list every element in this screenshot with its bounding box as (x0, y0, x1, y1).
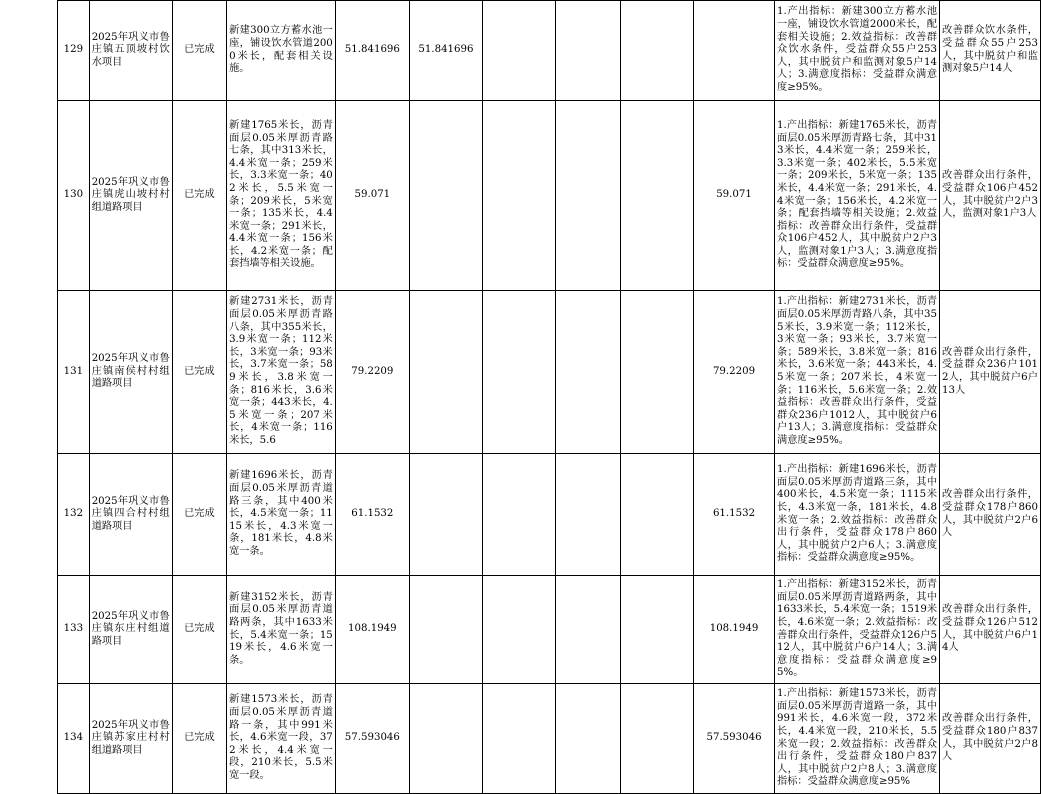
county-funds: 108.1949 (694, 576, 775, 684)
benefit-mechanism: 改善群众出行条件，受益群众106户452人，其中脱贫户2户3人，监测对象1户3人 (940, 101, 1041, 291)
performance-indicators: 1.产出指标：新建2731米长，沥青面层0.05米厚沥青路八条，其中355米长，3.9米宽一条；112米长，3米宽一条；93米长，3.7米宽一条；589米长，3.8米宽一条；816米长，3.6米宽一条；443米长，4.5米宽一条；207米长，4米宽一条；116米长，5.6米宽一条；2.效益指标：改善群众出行条件，受益群众236户1012人，其中脱贫户6户13人；3.满意度指标：受益群众满意度≥95%。 (775, 291, 940, 454)
total-funds: 59.071 (335, 101, 409, 291)
benefit-mechanism: 改善群众出行条件，受益群众236户1012人，其中脱贫户6户13人 (940, 291, 1041, 454)
project-status: 已完成 (172, 684, 226, 794)
project-name: 2025年巩义市鲁庄镇四合村村组道路项目 (89, 454, 172, 576)
construction-content: 新建1573米长，沥青面层0.05米厚沥青道路一条，其中991米长，4.6米宽一段，372米长，4.4米宽一段，210米长，5.5米宽一段。 (227, 684, 336, 794)
project-name: 2025年巩义市鲁庄镇苏家庄村村组道路项目 (89, 684, 172, 794)
table-row (58, 684, 1041, 794)
blank-cell (483, 101, 556, 291)
total-funds: 79.2209 (335, 291, 409, 454)
construction-content: 新建2731米长，沥青面层0.05米厚沥青路八条，其中355米长，3.9米宽一条；112米长，3米宽一条；93米长，3.7米宽一条；589米长，3.8米宽一条；816米长，3.6米宽一条；443米长，4.5米宽一条；207米长，4米宽一条；116米长，5.6 (227, 291, 336, 454)
construction-content: 新建300立方蓄水池一座，铺设饮水管道2000米长，配套相关设施。 (227, 1, 336, 101)
performance-indicators: 1.产出指标：新建3152米长，沥青面层0.05米厚沥青道路两条，其中1633米长，5.4米宽一条；1519米长，4.6米宽一条；2.效益指标：改善群众出行条件，受益群众126户512人，其中脱贫户6户14人；3.满意度指标：受益群众满意度≥95%。 (775, 576, 940, 684)
central-funds (409, 101, 482, 291)
row-number: 131 (58, 291, 90, 454)
county-funds: 61.1532 (694, 454, 775, 576)
central-funds (409, 576, 482, 684)
construction-content: 新建1696米长，沥青面层0.05米厚沥青道路三条，其中400米长，4.5米宽一条；1115米长，4.3米宽一条，181米长，4.8米宽一条。 (227, 454, 336, 576)
benefit-mechanism: 改善群众饮水条件，受益群众55户253人，其中脱贫户和监测对象5户14人 (940, 1, 1041, 101)
central-funds (409, 454, 482, 576)
blank-cell (483, 684, 556, 794)
row-number: 133 (58, 576, 90, 684)
table-row (58, 291, 1041, 454)
benefit-mechanism: 改善群众出行条件，受益群众178户860人，其中脱贫户2户6人 (940, 454, 1041, 576)
central-funds (409, 291, 482, 454)
project-name: 2025年巩义市鲁庄镇南侯村村组道路项目 (89, 291, 172, 454)
blank-cell (621, 454, 694, 576)
blank-cell (483, 1, 556, 101)
project-name: 2025年巩义市鲁庄镇虎山坡村村组道路项目 (89, 101, 172, 291)
row-number: 132 (58, 454, 90, 576)
blank-cell (483, 454, 556, 576)
blank-cell (555, 576, 620, 684)
performance-indicators: 1.产出指标：新建300立方蓄水池一座，铺设饮水管道2000米长，配套相关设施；2.效益指标：改善群众饮水条件，受益群众55户253人，其中脱贫户和监测对象5户14人；3.满意度指标：受益群众满意度≥95%。 (775, 1, 940, 101)
central-funds: 51.841696 (409, 1, 482, 101)
county-funds: 59.071 (694, 101, 775, 291)
county-funds: 79.2209 (694, 291, 775, 454)
row-number: 134 (58, 684, 90, 794)
blank-cell (555, 684, 620, 794)
benefit-mechanism: 改善群众出行条件，受益群众180户837人，其中脱贫户2户8人 (940, 684, 1041, 794)
central-funds (409, 684, 482, 794)
project-table (57, 0, 1041, 794)
table-row (58, 576, 1041, 684)
blank-cell (483, 576, 556, 684)
blank-cell (621, 291, 694, 454)
blank-cell (621, 1, 694, 101)
county-funds: 57.593046 (694, 684, 775, 794)
county-funds (694, 1, 775, 101)
construction-content: 新建3152米长，沥青面层0.05米厚沥青道路两条，其中1633米长，5.4米宽一条；1519米长，4.6米宽一条。 (227, 576, 336, 684)
table-row (58, 1, 1041, 101)
total-funds: 57.593046 (335, 684, 409, 794)
blank-cell (555, 291, 620, 454)
benefit-mechanism: 改善群众出行条件，受益群众126户512人，其中脱贫户6户14人 (940, 576, 1041, 684)
total-funds: 61.1532 (335, 454, 409, 576)
table-row (58, 101, 1041, 291)
performance-indicators: 1.产出指标：新建1765米长，沥青面层0.05米厚沥青路七条，其中313米长，4.4米宽一条；259米长，3.3米宽一条；402米长，5.5米宽一条；209米长，5米宽一条；135米长，4.4米宽一条；291米长，4.4米宽一条；156米长，4.2米宽一条；配套挡墙等相关设施；2.效益指标：改善群众出行条件，受益群众106户452人，其中脱贫户2户3人，监测对象1户3人；3.满意度指标：受益群众满意度≥95%。 (775, 101, 940, 291)
blank-cell (555, 454, 620, 576)
table-row (58, 454, 1041, 576)
blank-cell (621, 576, 694, 684)
construction-content: 新建1765米长，沥青面层0.05米厚沥青路七条，其中313米长，4.4米宽一条；259米长，3.3米宽一条；402米长，5.5米宽一条；209米长，5米宽一条；135米长，4.4米宽一条；291米长，4.4米宽一条；156米长，4.2米宽一条；配套挡墙等相关设施。 (227, 101, 336, 291)
blank-cell (483, 291, 556, 454)
total-funds: 108.1949 (335, 576, 409, 684)
project-status: 已完成 (172, 101, 226, 291)
project-status: 已完成 (172, 576, 226, 684)
blank-cell (555, 101, 620, 291)
total-funds: 51.841696 (335, 1, 409, 101)
row-number: 130 (58, 101, 90, 291)
blank-cell (621, 101, 694, 291)
project-status: 已完成 (172, 291, 226, 454)
project-name: 2025年巩义市鲁庄镇东庄村组道路项目 (89, 576, 172, 684)
project-name: 2025年巩义市鲁庄镇五顶坡村饮水项目 (89, 1, 172, 101)
project-status: 已完成 (172, 454, 226, 576)
performance-indicators: 1.产出指标：新建1573米长，沥青面层0.05米厚沥青道路一条，其中991米长，4.6米宽一段，372米长，4.4米宽一段，210米长，5.5米宽一段；2.效益指标：改善群众出行条件，受益群众180户837人，其中脱贫户2户8人；3.满意度指标：受益群众满意度≥95% (775, 684, 940, 794)
row-number: 129 (58, 1, 90, 101)
project-status: 已完成 (172, 1, 226, 101)
blank-cell (555, 1, 620, 101)
table-body (58, 1, 1041, 794)
blank-cell (621, 684, 694, 794)
performance-indicators: 1.产出指标：新建1696米长，沥青面层0.05米厚沥青道路三条，其中400米长，4.5米宽一条；1115米长，4.3米宽一条，181米长，4.8米宽一条；2.效益指标：改善群众出行条件，受益群众178户860人，其中脱贫户2户6人；3.满意度指标：受益群众满意度≥95%。 (775, 454, 940, 576)
